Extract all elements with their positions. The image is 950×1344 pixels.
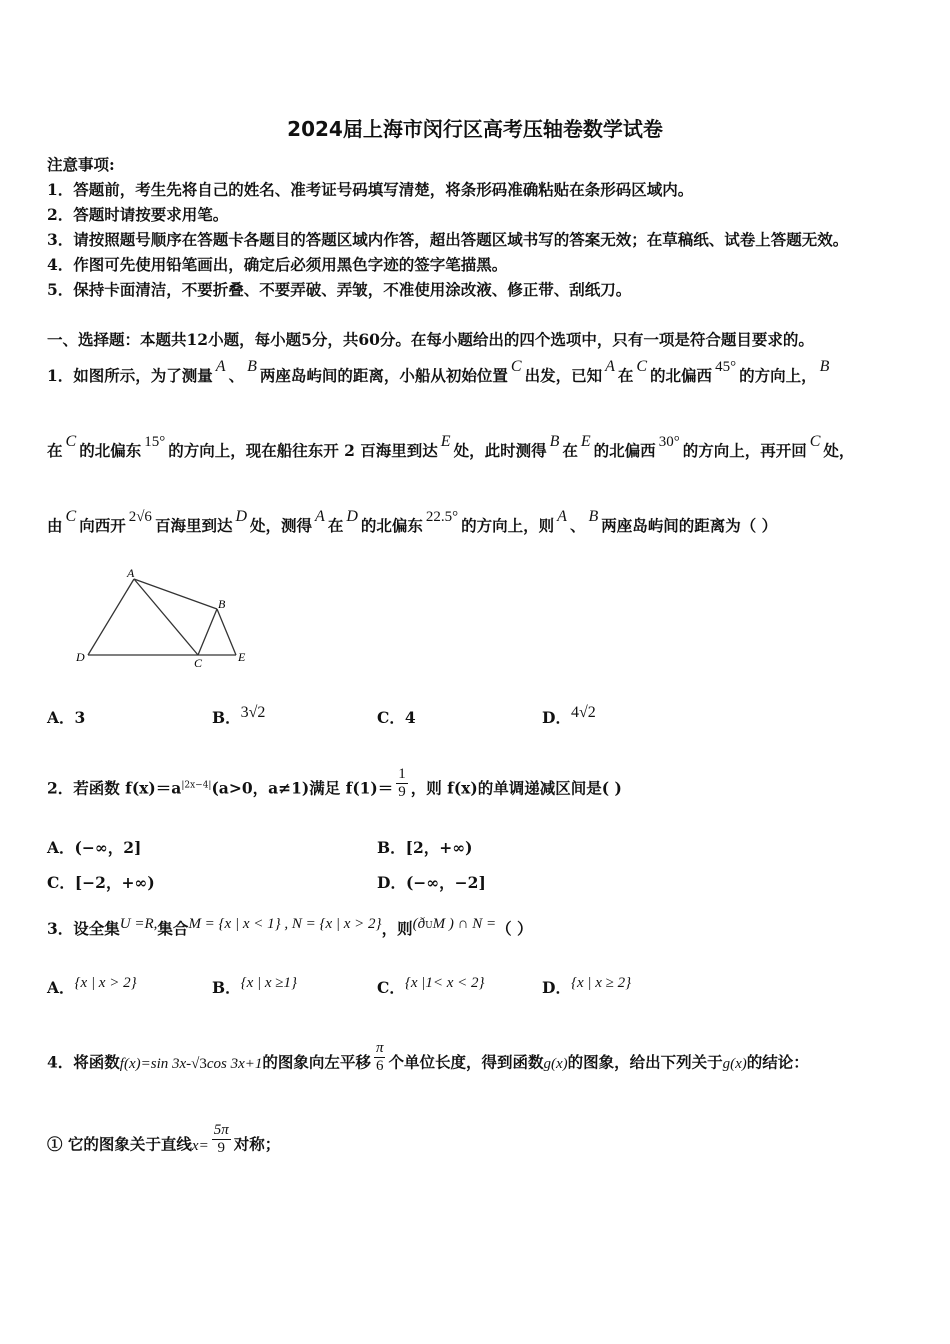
q1-option-a: A．3 (47, 708, 86, 727)
notice-heading: 注意事项: (47, 155, 115, 174)
q3-stem: 3．设全集U =R,集合M = {x | x < 1} , N = {x | x > 2}，则($ð^UM$ ) ∩ N =（ ） (47, 916, 533, 938)
q2-option-a: A．(−∞，2] (47, 838, 142, 857)
q4-conclusion-1: ① 它的图象关于直线x= $\frac{5\pi}{9}$ 对称； (47, 1122, 281, 1156)
label-e: E (238, 650, 246, 664)
label-a: A (127, 566, 135, 580)
label-d: D (76, 650, 85, 664)
q4-c1-fraction: $\frac{5\pi}{9}$ (213, 1122, 229, 1156)
label-b: B (218, 597, 226, 611)
segment-da (88, 579, 134, 655)
segment-be (217, 609, 236, 655)
q1-line-1: 1．如图所示，为了测量 A 、 B 两座岛屿间的距离，小船从初始位置 C 出发，已知 A 在 C 的北偏西 45° 的方向上， B (47, 358, 830, 385)
q3-option-c: C．{x |1< x < 2} (377, 975, 485, 997)
q1-line-3: 由 C 向西开 2√6 百海里到达 D 处，测得 A 在 D 的北偏东 22.5° 的方向上，则 A 、 B 两座岛屿间的距离为（ ） (47, 508, 778, 535)
notice-item: 1．答题前，考生先将自己的姓名、准考证号码填写清楚，将条形码准确粘贴在条形码区域内。 (47, 180, 694, 199)
q1-option-c: C．4 (377, 708, 416, 727)
notice-item: 4．作图可先使用铅笔画出，确定后必须用黑色字迹的签字笔描黑。 (47, 255, 508, 274)
q3-option-a: A．{x | x > 2} (47, 975, 137, 997)
q2-option-b: B．[2，+∞) (377, 838, 473, 857)
q2-fraction: $\frac{1}{9}$ (398, 766, 406, 800)
q4-stem: 4．将函数f(x)=sin 3x-√3cos 3x+1的图象向左平移 $\frac{\pi}{6}$ 个单位长度，得到函数g(x)的图象，给出下列关于g(x)的结论： (47, 1040, 809, 1074)
q4-fraction: $\frac{\pi}{6}$ (375, 1040, 384, 1074)
q2-option-c: C．[−2，+∞) (47, 873, 155, 892)
q1-figure (70, 565, 260, 670)
q1-option-b: B．3√2 (212, 704, 266, 727)
q3-option-d: D．{x | x ≥ 2} (542, 975, 632, 997)
notice-item: 2．答题时请按要求用笔。 (47, 205, 229, 224)
label-c: C (194, 656, 203, 670)
q2-stem: 2．若函数 $f(x)=a^{|2x-4|}(a>0$，a≠1)满足 f(1)＝ $\frac{1}{9}$ ，则 f(x)的单调递减区间是( ) (47, 766, 622, 800)
q2-option-d: D．(−∞，−2] (377, 873, 486, 892)
q3-option-b: B．{x | x ≥1} (212, 975, 298, 997)
page-title: 2024届上海市闵行区高考压轴卷数学试卷 (287, 117, 663, 141)
segment-bc (198, 609, 217, 655)
notice-item: 5．保持卡面清洁，不要折叠、不要弄破、弄皱，不准使用涂改液、修正带、刮纸刀。 (47, 280, 632, 299)
q1-option-d: D．4√2 (542, 704, 596, 727)
section-heading: 一、选择题：本题共12小题，每小题5分，共60分。在每小题给出的四个选项中，只有一项是符合题目要求的。 (47, 330, 814, 349)
q1-line-2: 在 C 的北偏东 15° 的方向上，现在船往东开 2 百海里到达 E 处，此时测得 B 在 E 的北偏西 30° 的方向上，再开回 C 处， (47, 433, 855, 460)
notice-item: 3．请按照题号顺序在答题卡各题目的答题区域内作答，超出答题区域书写的答案无效；在草稿纸、试卷上答题无效。 (47, 230, 849, 249)
